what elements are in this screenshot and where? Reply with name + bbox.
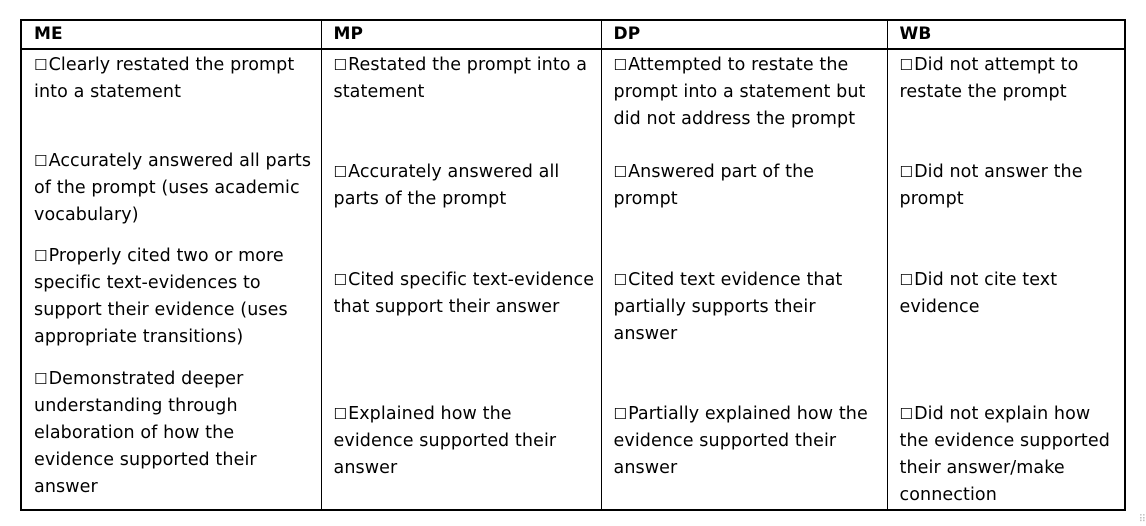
checkbox-icon[interactable]: ☐ [899, 271, 914, 289]
criterion-text: Accurately answered all parts of the prompt (uses academic vocabulary) [34, 151, 312, 225]
checkbox-icon[interactable]: ☐ [34, 247, 48, 265]
header-me: ME [21, 20, 321, 49]
criterion-text: Accurately answered all parts of the prompt [333, 162, 560, 209]
checkbox-icon[interactable]: ☐ [333, 405, 348, 423]
criterion-answer-wb[interactable] [900, 159, 1121, 267]
criterion-text: Restated the prompt into a statement [333, 55, 588, 102]
criterion-cite-me[interactable] [34, 243, 317, 366]
criterion-answer-mp[interactable] [334, 159, 597, 267]
checkbox-icon[interactable]: ☐ [34, 152, 48, 170]
criterion-text: Did not explain how the evidence supported their answer/make connection [899, 404, 1110, 505]
column-wb [887, 49, 1125, 510]
criterion-text: Explained how the evidence supported their answer [333, 404, 557, 478]
rubric-table [20, 19, 1126, 511]
checkbox-icon[interactable]: ☐ [333, 271, 348, 289]
criterion-text: Clearly restated the prompt into a statement [34, 55, 295, 102]
criterion-explain-me[interactable] [34, 366, 317, 501]
criterion-text: Did not cite text evidence [899, 270, 1058, 317]
criterion-restate-mp[interactable] [334, 52, 597, 159]
criterion-text: Demonstrated deeper understanding through elaboration of how the evidence supported their answer [34, 369, 257, 497]
checkbox-icon[interactable]: ☐ [613, 56, 628, 74]
criterion-cite-dp[interactable] [614, 267, 883, 401]
rubric-body-row [21, 49, 1125, 510]
criterion-answer-dp[interactable] [614, 159, 883, 267]
header-wb: WB [887, 20, 1125, 49]
checkbox-icon[interactable]: ☐ [34, 370, 48, 388]
criterion-restate-me[interactable] [34, 52, 317, 148]
header-dp: DP [601, 20, 887, 49]
criterion-restate-wb[interactable] [900, 52, 1121, 159]
criterion-text: Answered part of the prompt [613, 162, 815, 209]
criterion-explain-wb[interactable] [900, 401, 1121, 509]
criterion-answer-me[interactable] [34, 148, 317, 243]
criterion-text: Partially explained how the evidence supported their answer [613, 404, 868, 478]
criterion-explain-dp[interactable] [614, 401, 883, 482]
criterion-text: Did not attempt to restate the prompt [899, 55, 1079, 102]
criterion-text: Cited text evidence that partially supports their answer [613, 270, 843, 344]
criterion-restate-dp[interactable] [614, 52, 883, 159]
criterion-text: Did not answer the prompt [899, 162, 1083, 209]
header-row [21, 20, 1125, 49]
checkbox-icon[interactable]: ☐ [613, 271, 628, 289]
resize-handle-icon[interactable]: ⠿ [1138, 514, 1146, 525]
checkbox-icon[interactable]: ☐ [333, 163, 348, 181]
checkbox-icon[interactable]: ☐ [899, 56, 914, 74]
checkbox-icon[interactable]: ☐ [613, 163, 628, 181]
checkbox-icon[interactable]: ☐ [613, 405, 628, 423]
criterion-text: Cited specific text-evidence that support their answer [333, 270, 595, 317]
criterion-cite-mp[interactable] [334, 267, 597, 401]
column-me [21, 49, 321, 510]
checkbox-icon[interactable]: ☐ [333, 56, 348, 74]
criterion-explain-mp[interactable] [334, 401, 597, 482]
header-mp: MP [321, 20, 601, 49]
criterion-text: Properly cited two or more specific text-evidences to support their evidence (uses appropriate transitions) [34, 246, 288, 347]
checkbox-icon[interactable]: ☐ [34, 56, 48, 74]
criterion-text: Attempted to restate the prompt into a statement but did not address the prompt [613, 55, 866, 129]
column-mp [321, 49, 601, 510]
column-dp [601, 49, 887, 510]
checkbox-icon[interactable]: ☐ [899, 405, 914, 423]
checkbox-icon[interactable]: ☐ [899, 163, 914, 181]
criterion-cite-wb[interactable] [900, 267, 1121, 401]
